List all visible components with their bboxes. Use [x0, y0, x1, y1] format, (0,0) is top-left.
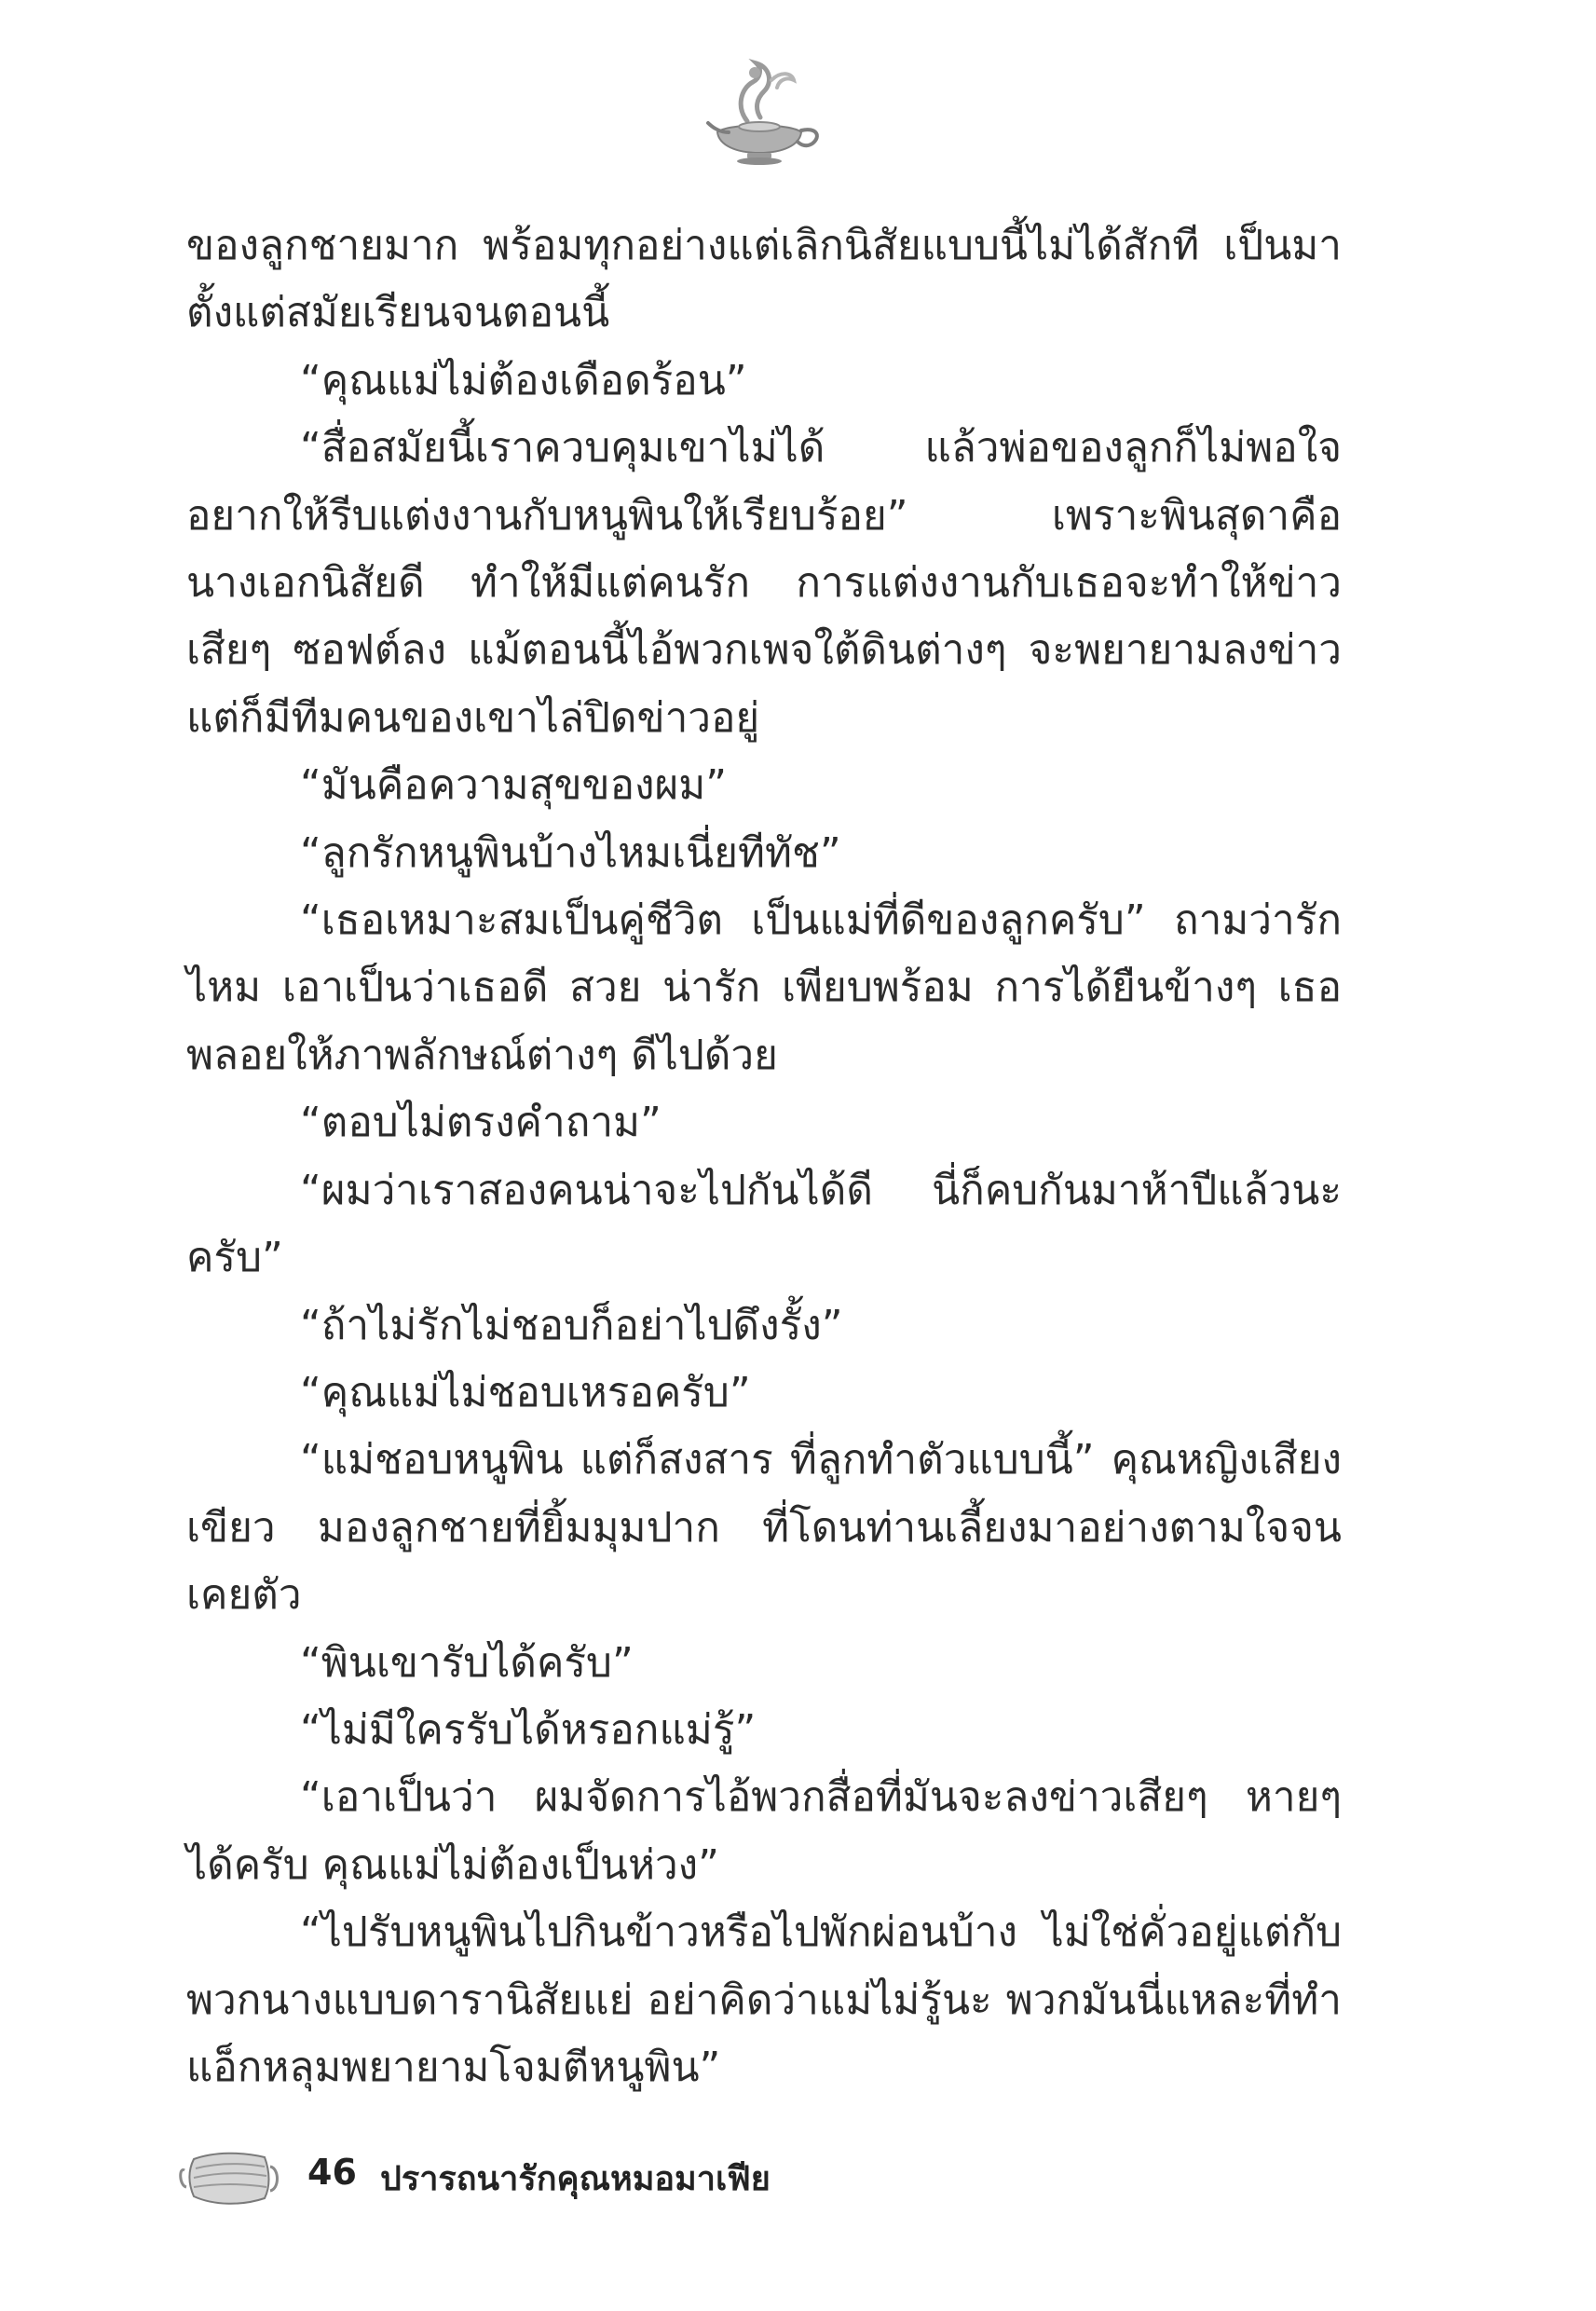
- paragraph: “คุณแม่ไม่ชอบเหรอครับ”: [300, 1368, 751, 1416]
- book-title: ปรารถนารักคุณหมอมาเฟีย: [380, 2160, 771, 2198]
- page-footer: [177, 2139, 1016, 2213]
- paragraph: ของลูกชายมาก พร้อมทุกอย่างแต่เลิกนิสัยแบบนี้ไม่ได้สักที เป็นมาตั้งแต่สมัยเรียนจนตอนนี้: [186, 222, 1342, 337]
- paragraph: “ถ้าไม่รักไม่ชอบก็อย่าไปดึงรั้ง”: [300, 1301, 843, 1349]
- magic-lamp-icon: [689, 56, 829, 168]
- paragraph: “ไปรับหนูพินไปกินข้าวหรือไปพักผ่อนบ้าง ไม่ใช่คั่วอยู่แต่กับพวกนางแบบดารานิสัยแย่ อย่าคิดว่าแม่ไม่รู้นะ พวกมันนี่แหละที่ทำแอ็กหลุมพยายามโจมตีหนูพิน”: [186, 1908, 1342, 2091]
- paragraph: “ลูกรักหนูพินบ้างไหมเนี่ยทีทัช”: [300, 828, 841, 877]
- paragraph: “คุณแม่ไม่ต้องเดือดร้อน”: [300, 356, 747, 404]
- paragraph: “สื่อสมัยนี้เราควบคุมเขาไม่ได้ แล้วพ่อของลูกก็ไม่พอใจ อยากให้รีบแต่งงานกับหนูพินให้เรียบร้อย” เพราะพินสุดาคือนางเอกนิสัยดี ทำให้มีแต่คนรัก การแต่งงานกับเธอจะทำให้ข่าวเสียๆ ซอฟต์ลง แม้ตอนนี้ไอ้พวกเพจใต้ดินต่างๆ จะพยายามลงข่าว แต่ก็มีทีมคนของเขาไล่ปิดข่าวอยู่: [186, 424, 1342, 742]
- paragraph: “ตอบไม่ตรงคำถาม”: [300, 1099, 662, 1147]
- paragraph: “มันคือความสุขของผม”: [300, 761, 728, 810]
- paragraph: “เธอเหมาะสมเป็นคู่ชีวิต เป็นแม่ที่ดีของลูกครับ” ถามว่ารักไหม เอาเป็นว่าเธอดี สวย น่ารัก เพียบพร้อม การได้ยืนข้างๆ เธอพลอยให้ภาพลักษณ์ต่างๆ ดีไปด้วย: [186, 896, 1342, 1079]
- paragraph: “เอาเป็นว่า ผมจัดการไอ้พวกสื่อที่มันจะลงข่าวเสียๆ หายๆ ได้ครับ คุณแม่ไม่ต้องเป็นห่วง”: [186, 1773, 1342, 1889]
- face-mask-icon: [177, 2139, 280, 2213]
- paragraph: “ไม่มีใครรับได้หรอกแม่รู้”: [300, 1705, 757, 1754]
- paragraph: “ผมว่าเราสองคนน่าจะไปกันได้ดี นี่ก็คบกันมาห้าปีแล้วนะครับ”: [186, 1166, 1342, 1282]
- paragraph: “พินเขารับได้ครับ”: [300, 1638, 634, 1687]
- page-number: 46: [307, 2152, 357, 2193]
- body-text: [186, 212, 1342, 2101]
- paragraph: “แม่ชอบหนูพิน แต่ก็สงสาร ที่ลูกทำตัวแบบนี้” คุณหญิงเสียงเขียว มองลูกชายที่ยิ้มมุมปาก ที่โดนท่านเลี้ยงมาอย่างตามใจจนเคยตัว: [186, 1436, 1342, 1620]
